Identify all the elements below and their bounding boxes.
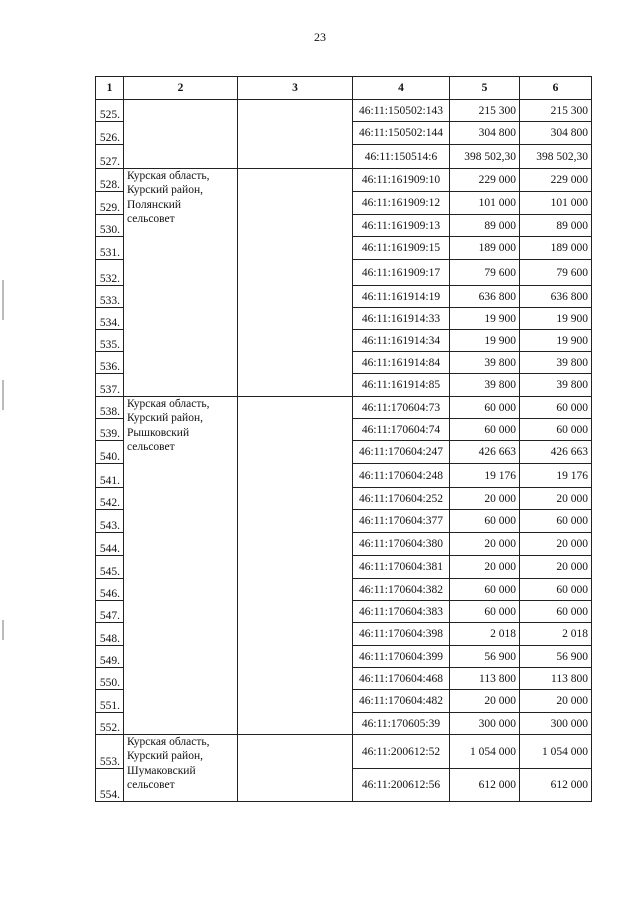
cadastral-number: 46:11:161909:15 xyxy=(353,237,450,260)
cadastral-number: 46:11:150514:6 xyxy=(353,145,450,169)
value-col-5: 39 800 xyxy=(450,352,520,374)
header-col-3: 3 xyxy=(238,77,353,100)
value-col-6: 89 000 xyxy=(520,215,592,237)
cadastral-number: 46:11:200612:56 xyxy=(353,769,450,802)
value-col-5: 60 000 xyxy=(450,419,520,441)
cadastral-number: 46:11:150502:143 xyxy=(353,100,450,122)
row-number: 541. xyxy=(96,464,124,488)
cadastral-number: 46:11:170604:383 xyxy=(353,601,450,623)
value-col-5: 79 600 xyxy=(450,260,520,286)
table-row xyxy=(96,169,592,192)
column-3-cell xyxy=(238,169,353,397)
location-line: Шумаковский xyxy=(127,764,196,777)
cadastral-number: 46:11:170604:377 xyxy=(353,510,450,533)
value-col-6: 19 900 xyxy=(520,308,592,330)
value-col-5: 101 000 xyxy=(450,192,520,215)
cadastral-number: 46:11:170604:248 xyxy=(353,464,450,488)
value-col-6: 60 000 xyxy=(520,419,592,441)
value-col-6: 189 000 xyxy=(520,237,592,260)
land-plots-table xyxy=(95,76,592,802)
cadastral-number: 46:11:170604:380 xyxy=(353,533,450,556)
cadastral-number: 46:11:200612:52 xyxy=(353,735,450,769)
column-3-cell xyxy=(238,100,353,169)
value-col-6: 612 000 xyxy=(520,769,592,802)
cadastral-number: 46:11:161914:85 xyxy=(353,374,450,397)
cadastral-number: 46:11:161914:19 xyxy=(353,286,450,308)
value-col-6: 60 000 xyxy=(520,601,592,623)
value-col-6: 20 000 xyxy=(520,556,592,579)
cadastral-number: 46:11:161909:10 xyxy=(353,169,450,192)
row-number: 552. xyxy=(96,713,124,735)
value-col-6: 101 000 xyxy=(520,192,592,215)
location-cell xyxy=(124,169,238,397)
row-number: 545. xyxy=(96,556,124,579)
header-col-4: 4 xyxy=(353,77,450,100)
cadastral-number: 46:11:170604:482 xyxy=(353,690,450,713)
row-number: 553. xyxy=(96,735,124,769)
value-col-5: 20 000 xyxy=(450,690,520,713)
row-number: 537. xyxy=(96,374,124,397)
row-number: 539. xyxy=(96,419,124,441)
value-col-6: 19 900 xyxy=(520,330,592,352)
location-line: Курский район, xyxy=(127,184,203,197)
cadastral-number: 46:11:170604:382 xyxy=(353,579,450,601)
location-line: сельсовет xyxy=(127,441,175,454)
row-number: 533. xyxy=(96,286,124,308)
location-cell xyxy=(124,397,238,735)
cadastral-number: 46:11:161914:84 xyxy=(353,352,450,374)
row-number: 543. xyxy=(96,510,124,533)
value-col-6: 113 800 xyxy=(520,668,592,690)
value-col-5: 215 300 xyxy=(450,100,520,122)
location-cell xyxy=(124,735,238,802)
row-number: 536. xyxy=(96,352,124,374)
header-col-2: 2 xyxy=(124,77,238,100)
row-number: 550. xyxy=(96,668,124,690)
value-col-5: 20 000 xyxy=(450,488,520,510)
row-number: 526. xyxy=(96,122,124,145)
value-col-6: 636 800 xyxy=(520,286,592,308)
value-col-6: 20 000 xyxy=(520,690,592,713)
scan-edge-mark xyxy=(2,620,4,640)
row-number: 525. xyxy=(96,100,124,122)
value-col-5: 60 000 xyxy=(450,397,520,419)
row-number: 554. xyxy=(96,769,124,802)
value-col-5: 229 000 xyxy=(450,169,520,192)
value-col-5: 113 800 xyxy=(450,668,520,690)
location-line: Курская область, xyxy=(127,736,210,748)
value-col-6: 20 000 xyxy=(520,488,592,510)
cadastral-number: 46:11:170604:468 xyxy=(353,668,450,690)
cadastral-number: 46:11:170605:39 xyxy=(353,713,450,735)
location-line: Рышковский xyxy=(127,426,190,439)
value-col-6: 60 000 xyxy=(520,397,592,419)
cadastral-number: 46:11:161914:33 xyxy=(353,308,450,330)
value-col-5: 60 000 xyxy=(450,579,520,601)
value-col-5: 398 502,30 xyxy=(450,145,520,169)
location-line: Полянский xyxy=(127,198,182,211)
row-number: 549. xyxy=(96,646,124,668)
row-number: 529. xyxy=(96,192,124,215)
value-col-5: 20 000 xyxy=(450,533,520,556)
header-col-6: 6 xyxy=(520,77,592,100)
value-col-5: 426 663 xyxy=(450,441,520,464)
value-col-5: 300 000 xyxy=(450,713,520,735)
row-number: 530. xyxy=(96,215,124,237)
value-col-5: 19 900 xyxy=(450,330,520,352)
value-col-6: 39 800 xyxy=(520,352,592,374)
row-number: 538. xyxy=(96,397,124,419)
value-col-6: 398 502,30 xyxy=(520,145,592,169)
row-number: 544. xyxy=(96,533,124,556)
location-line: сельсовет xyxy=(127,779,175,792)
value-col-5: 189 000 xyxy=(450,237,520,260)
row-number: 528. xyxy=(96,169,124,192)
value-col-6: 79 600 xyxy=(520,260,592,286)
value-col-6: 304 800 xyxy=(520,122,592,145)
row-number: 546. xyxy=(96,579,124,601)
scan-edge-mark xyxy=(2,380,4,410)
value-col-6: 56 900 xyxy=(520,646,592,668)
value-col-6: 1 054 000 xyxy=(520,735,592,769)
value-col-6: 215 300 xyxy=(520,100,592,122)
value-col-5: 304 800 xyxy=(450,122,520,145)
value-col-5: 19 900 xyxy=(450,308,520,330)
value-col-5: 19 176 xyxy=(450,464,520,488)
cadastral-number: 46:11:170604:381 xyxy=(353,556,450,579)
value-col-5: 60 000 xyxy=(450,510,520,533)
location-cell xyxy=(124,100,238,169)
row-number: 551. xyxy=(96,690,124,713)
value-col-6: 60 000 xyxy=(520,579,592,601)
cadastral-number: 46:11:170604:73 xyxy=(353,397,450,419)
row-number: 540. xyxy=(96,441,124,464)
value-col-6: 426 663 xyxy=(520,441,592,464)
value-col-5: 636 800 xyxy=(450,286,520,308)
value-col-5: 2 018 xyxy=(450,623,520,646)
cadastral-number: 46:11:170604:398 xyxy=(353,623,450,646)
table-row xyxy=(96,100,592,122)
value-col-5: 39 800 xyxy=(450,374,520,397)
value-col-5: 1 054 000 xyxy=(450,735,520,769)
value-col-5: 60 000 xyxy=(450,601,520,623)
table-row xyxy=(96,735,592,769)
value-col-6: 19 176 xyxy=(520,464,592,488)
location-line: Курский район, xyxy=(127,750,203,763)
cadastral-number: 46:11:161909:12 xyxy=(353,192,450,215)
scan-edge-mark xyxy=(2,280,4,320)
cadastral-number: 46:11:170604:247 xyxy=(353,441,450,464)
row-number: 548. xyxy=(96,623,124,646)
value-col-6: 2 018 xyxy=(520,623,592,646)
cadastral-number: 46:11:170604:399 xyxy=(353,646,450,668)
row-number: 532. xyxy=(96,260,124,286)
cadastral-number: 46:11:161909:17 xyxy=(353,260,450,286)
table-header-row xyxy=(96,77,592,100)
row-number: 542. xyxy=(96,488,124,510)
value-col-6: 60 000 xyxy=(520,510,592,533)
row-number: 527. xyxy=(96,145,124,169)
row-number: 531. xyxy=(96,237,124,260)
value-col-6: 20 000 xyxy=(520,533,592,556)
value-col-5: 612 000 xyxy=(450,769,520,802)
cadastral-number: 46:11:170604:252 xyxy=(353,488,450,510)
location-line: Курская область, xyxy=(127,170,210,182)
row-number: 535. xyxy=(96,330,124,352)
column-3-cell xyxy=(238,397,353,735)
row-number: 534. xyxy=(96,308,124,330)
value-col-5: 56 900 xyxy=(450,646,520,668)
value-col-5: 89 000 xyxy=(450,215,520,237)
column-3-cell xyxy=(238,735,353,802)
row-number: 547. xyxy=(96,601,124,623)
cadastral-number: 46:11:170604:74 xyxy=(353,419,450,441)
table-row xyxy=(96,397,592,419)
value-col-5: 20 000 xyxy=(450,556,520,579)
page-number: 23 xyxy=(314,30,326,44)
cadastral-number: 46:11:161914:34 xyxy=(353,330,450,352)
location-line: Курский район, xyxy=(127,412,203,425)
cadastral-number: 46:11:150502:144 xyxy=(353,122,450,145)
header-col-5: 5 xyxy=(450,77,520,100)
value-col-6: 39 800 xyxy=(520,374,592,397)
header-col-1: 1 xyxy=(96,77,124,100)
location-line: сельсовет xyxy=(127,213,175,226)
value-col-6: 229 000 xyxy=(520,169,592,192)
location-line: Курская область, xyxy=(127,398,210,410)
cadastral-number: 46:11:161909:13 xyxy=(353,215,450,237)
value-col-6: 300 000 xyxy=(520,713,592,735)
